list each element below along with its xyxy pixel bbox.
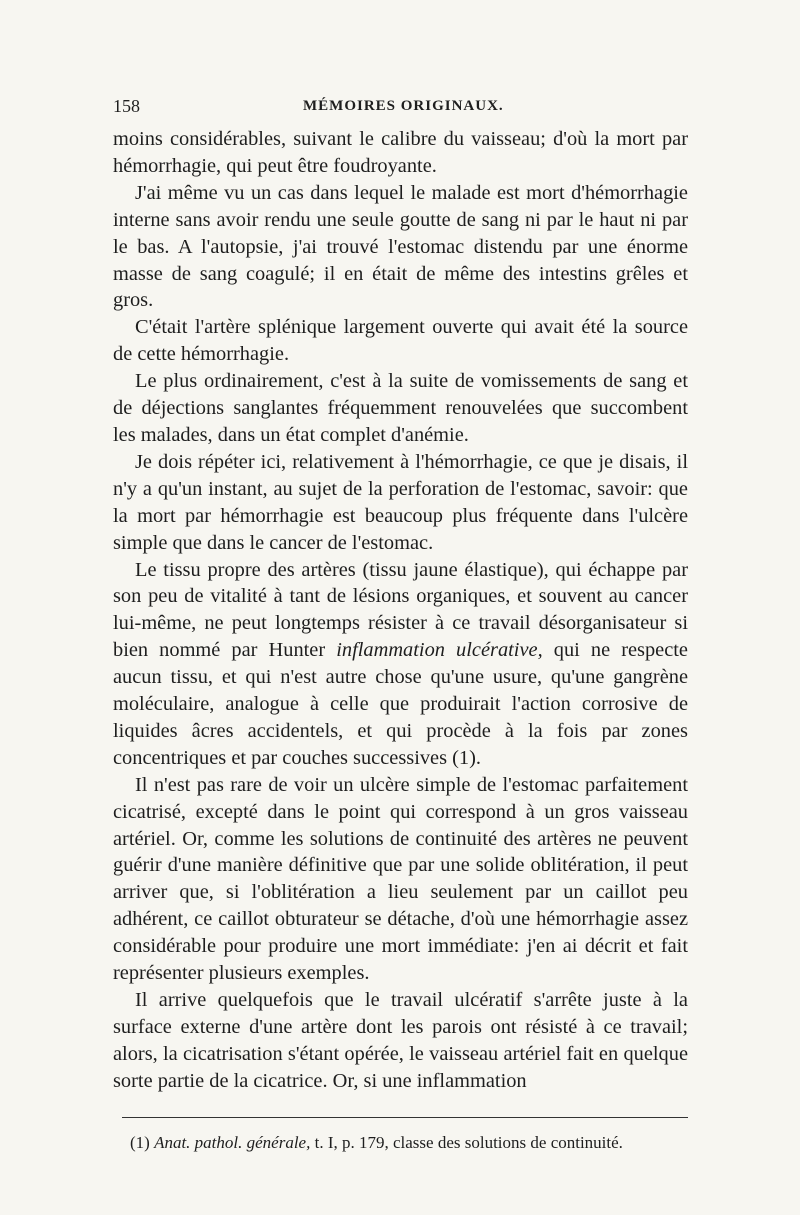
running-title: MÉMOIRES ORIGINAUX. xyxy=(303,98,504,114)
page-number: 158 xyxy=(113,96,140,116)
footnote xyxy=(130,1132,690,1154)
paragraph xyxy=(113,557,688,772)
paragraph-text: Le tissu propre des artères (tissu jaune élastique), qui échappe par son peu de vitalité à tant de lésions organiques, et souvent au cancer lui-même, ne peut longtemps résister à ce travail désorganisateur si bien nommé par Hunter xyxy=(113,558,688,662)
paragraph: moins considérables, suivant le calibre du vaisseau; d'où la mort par hémorrhagie, qui peut être foudroyante. xyxy=(113,128,688,177)
footnote-text: t. I, p. 179, classe des solutions de continuité. xyxy=(310,1133,623,1152)
page-header xyxy=(113,96,688,120)
paragraph: Il n'est pas rare de voir un ulcère simple de l'estomac parfaitement cicatrisé, excepté dans le point qui correspond à un gros vaisseau artériel. Or, comme les solutions de continuité des artères ne peuvent guérir d'une manière définitive que par une solide oblitération, il peut arriver que, si l'oblitération a lieu seulement par un caillot peu adhérent, ce caillot obturateur se détache, d'où une hémorrhagie assez considérable pour produire une mort immédiate: j'en ai décrit et fait représenter plusieurs exemples. xyxy=(113,773,688,985)
paragraph: J'ai même vu un cas dans lequel le malade est mort d'hémorrhagie interne sans avoir rendu une seule goutte de sang ni par le haut ni par le bas. A l'autopsie, j'ai trouvé l'estomac distendu par une énorme masse de sang coagulé; il en était de même des intestins grêles et gros. xyxy=(113,181,688,312)
footnote-work-title: Anat. pathol. générale, xyxy=(154,1133,311,1152)
paragraph-text: qui ne respecte aucun tissu, et qui n'est autre chose qu'une usure, qu'une gangrène moléculaire, analogue à celle que produirait l'action corrosive de liquides âcres accidentels, et qui procède à la fois par zones concentriques et par couches successives (1). xyxy=(113,639,688,769)
paragraph: Il arrive quelquefois que le travail ulcératif s'arrête juste à la surface externe d'une artère dont les parois ont résisté à ce travail; alors, la cicatrisation s'étant opérée, le vaisseau artériel fait en quelque sorte partie de la cicatrice. Or, si une inflammation xyxy=(113,989,688,1092)
paragraph: Le plus ordinairement, c'est à la suite de vomissements de sang et de déjections sanglantes fréquemment renouvelées que succombent les malades, dans un état complet d'anémie. xyxy=(113,370,688,446)
paragraph: C'était l'artère splénique largement ouverte qui avait été la source de cette hémorrhagie. xyxy=(113,316,688,366)
body-text xyxy=(113,126,688,1095)
footnote-rule xyxy=(122,1117,688,1118)
paragraph: Je dois répéter ici, relativement à l'hémorrhagie, ce que je disais, il n'y a qu'un instant, au sujet de la perforation de l'estomac, savoir: que la mort par hémorrhagie est beaucoup plus fréquente dans l'ulcère simple que dans le cancer de l'estomac. xyxy=(113,450,688,554)
footnote-marker: (1) xyxy=(130,1133,155,1152)
italic-term: inflammation ulcérative, xyxy=(336,639,543,662)
